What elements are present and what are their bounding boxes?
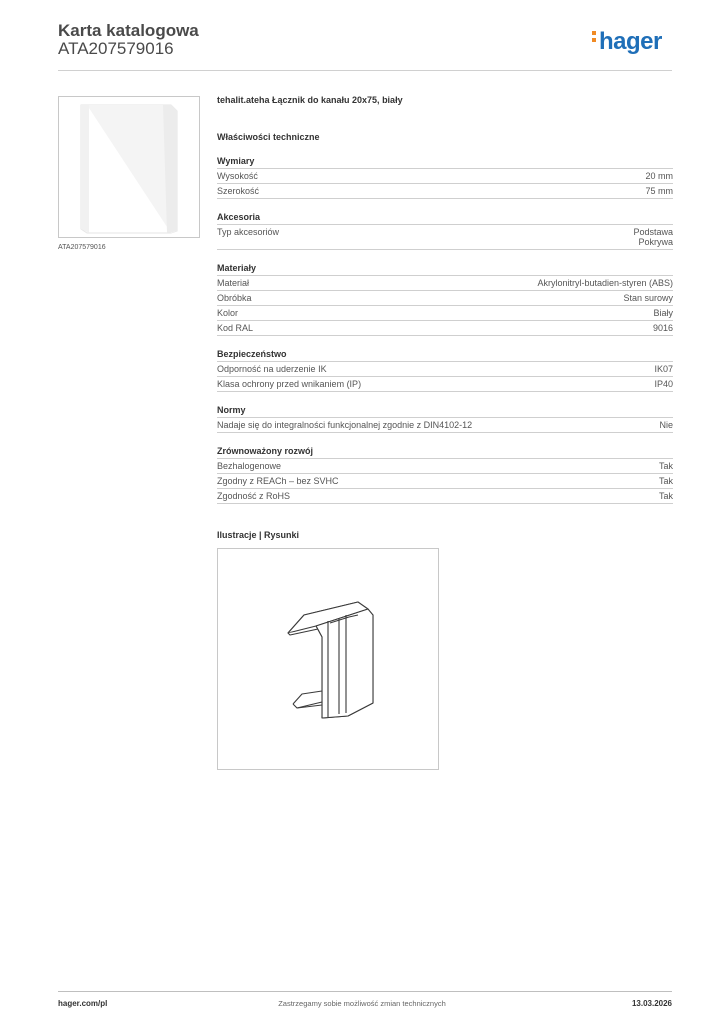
spec-row (217, 489, 673, 504)
spec-label: Zgodny z REACh – bez SVHC (217, 476, 339, 486)
spec-group (217, 156, 673, 199)
spec-value-line: Podstawa (633, 227, 673, 237)
spec-row (217, 459, 673, 474)
connector-photo-icon (59, 97, 199, 237)
illustrations-heading: Ilustracje | Rysunki (217, 530, 300, 540)
footer-note: Zastrzegamy sobie możliwość zmian technicznych (278, 999, 446, 1008)
spec-group-title: Akcesoria (217, 212, 673, 225)
spec-label: Kolor (217, 308, 239, 318)
spec-value-line: 75 mm (645, 186, 673, 196)
spec-row (217, 169, 673, 184)
spec-label: Bezhalogenowe (217, 461, 282, 471)
spec-value (653, 308, 673, 318)
spec-value (659, 491, 673, 501)
spec-value (633, 227, 673, 247)
footer-divider (58, 991, 672, 992)
spec-value (537, 278, 673, 288)
photo-caption: ATA207579016 (58, 244, 106, 251)
spec-group-title: Bezpieczeństwo (217, 349, 673, 362)
spec-value-line: IP40 (654, 379, 673, 389)
spec-value (659, 420, 673, 430)
spec-label: Kod RAL (217, 323, 254, 333)
spec-group (217, 349, 673, 392)
spec-value-line: Stan surowy (623, 293, 673, 303)
spec-value (659, 461, 673, 471)
specs-heading: Właściwości techniczne (217, 132, 320, 142)
logo-text: hager (599, 28, 662, 55)
spec-value-line: Akrylonitryl-butadien-styren (ABS) (537, 278, 673, 288)
spec-value (654, 364, 673, 374)
spec-row (217, 291, 673, 306)
spec-value (654, 379, 673, 389)
product-details (217, 95, 673, 770)
spec-value (623, 293, 673, 303)
spec-value-line: 20 mm (645, 171, 673, 181)
spec-row (217, 184, 673, 199)
spec-value-line: Tak (658, 476, 673, 486)
document-title: Karta katalogowa (58, 21, 199, 40)
hager-logo[interactable] (592, 28, 662, 56)
spec-group (217, 212, 673, 250)
product-code: ATA207579016 (58, 39, 174, 58)
spec-label: Odporność na uderzenie IK (217, 364, 327, 374)
spec-row (217, 225, 673, 250)
spec-label: Obróbka (217, 293, 252, 303)
spec-group-title: Wymiary (217, 156, 673, 169)
spec-value (659, 476, 673, 486)
spec-row (217, 321, 673, 336)
spec-label: Wysokość (217, 171, 258, 181)
spec-value-line: Biały (653, 308, 673, 318)
spec-label: Nadaje się do integralności funkcjonalnej zgodnie z DIN4102-12 (217, 420, 473, 430)
spec-row (217, 377, 673, 392)
spec-row (217, 474, 673, 489)
spec-value-line: IK07 (654, 364, 673, 374)
spec-row (217, 362, 673, 377)
connector-drawing-icon (218, 549, 438, 769)
footer-date: 13.03.2026 (631, 999, 672, 1008)
spec-value-line: 9016 (652, 323, 673, 333)
product-name: tehalit.ateha Łącznik do kanału 20x75, biały (217, 95, 403, 105)
footer-website-link[interactable]: hager.com/pl (58, 999, 108, 1008)
spec-group (217, 446, 673, 504)
spec-group-title: Materiały (217, 263, 673, 276)
spec-row (217, 276, 673, 291)
spec-group-title: Normy (217, 405, 673, 418)
spec-group-title: Zrównoważony rozwój (217, 446, 673, 459)
spec-label: Zgodność z RoHS (217, 491, 291, 501)
spec-label: Szerokość (217, 186, 260, 196)
spec-value-line: Tak (658, 461, 673, 471)
spec-value (645, 186, 673, 196)
header-divider (58, 70, 672, 71)
spec-group (217, 263, 673, 336)
spec-row (217, 306, 673, 321)
spec-value (653, 323, 673, 333)
spec-group (217, 405, 673, 433)
spec-row (217, 418, 673, 433)
spec-value-line: Pokrywa (638, 237, 673, 247)
spec-label: Typ akcesoriów (217, 227, 280, 237)
technical-drawing (217, 548, 439, 770)
spec-value (645, 171, 673, 181)
logo-dots-icon (592, 31, 597, 45)
spec-value-line: Nie (659, 420, 673, 430)
spec-groups (217, 156, 673, 504)
spec-label: Materiał (217, 278, 250, 288)
product-photo (58, 96, 200, 238)
spec-label: Klasa ochrony przed wnikaniem (IP) (217, 379, 362, 389)
spec-value-line: Tak (658, 491, 673, 501)
